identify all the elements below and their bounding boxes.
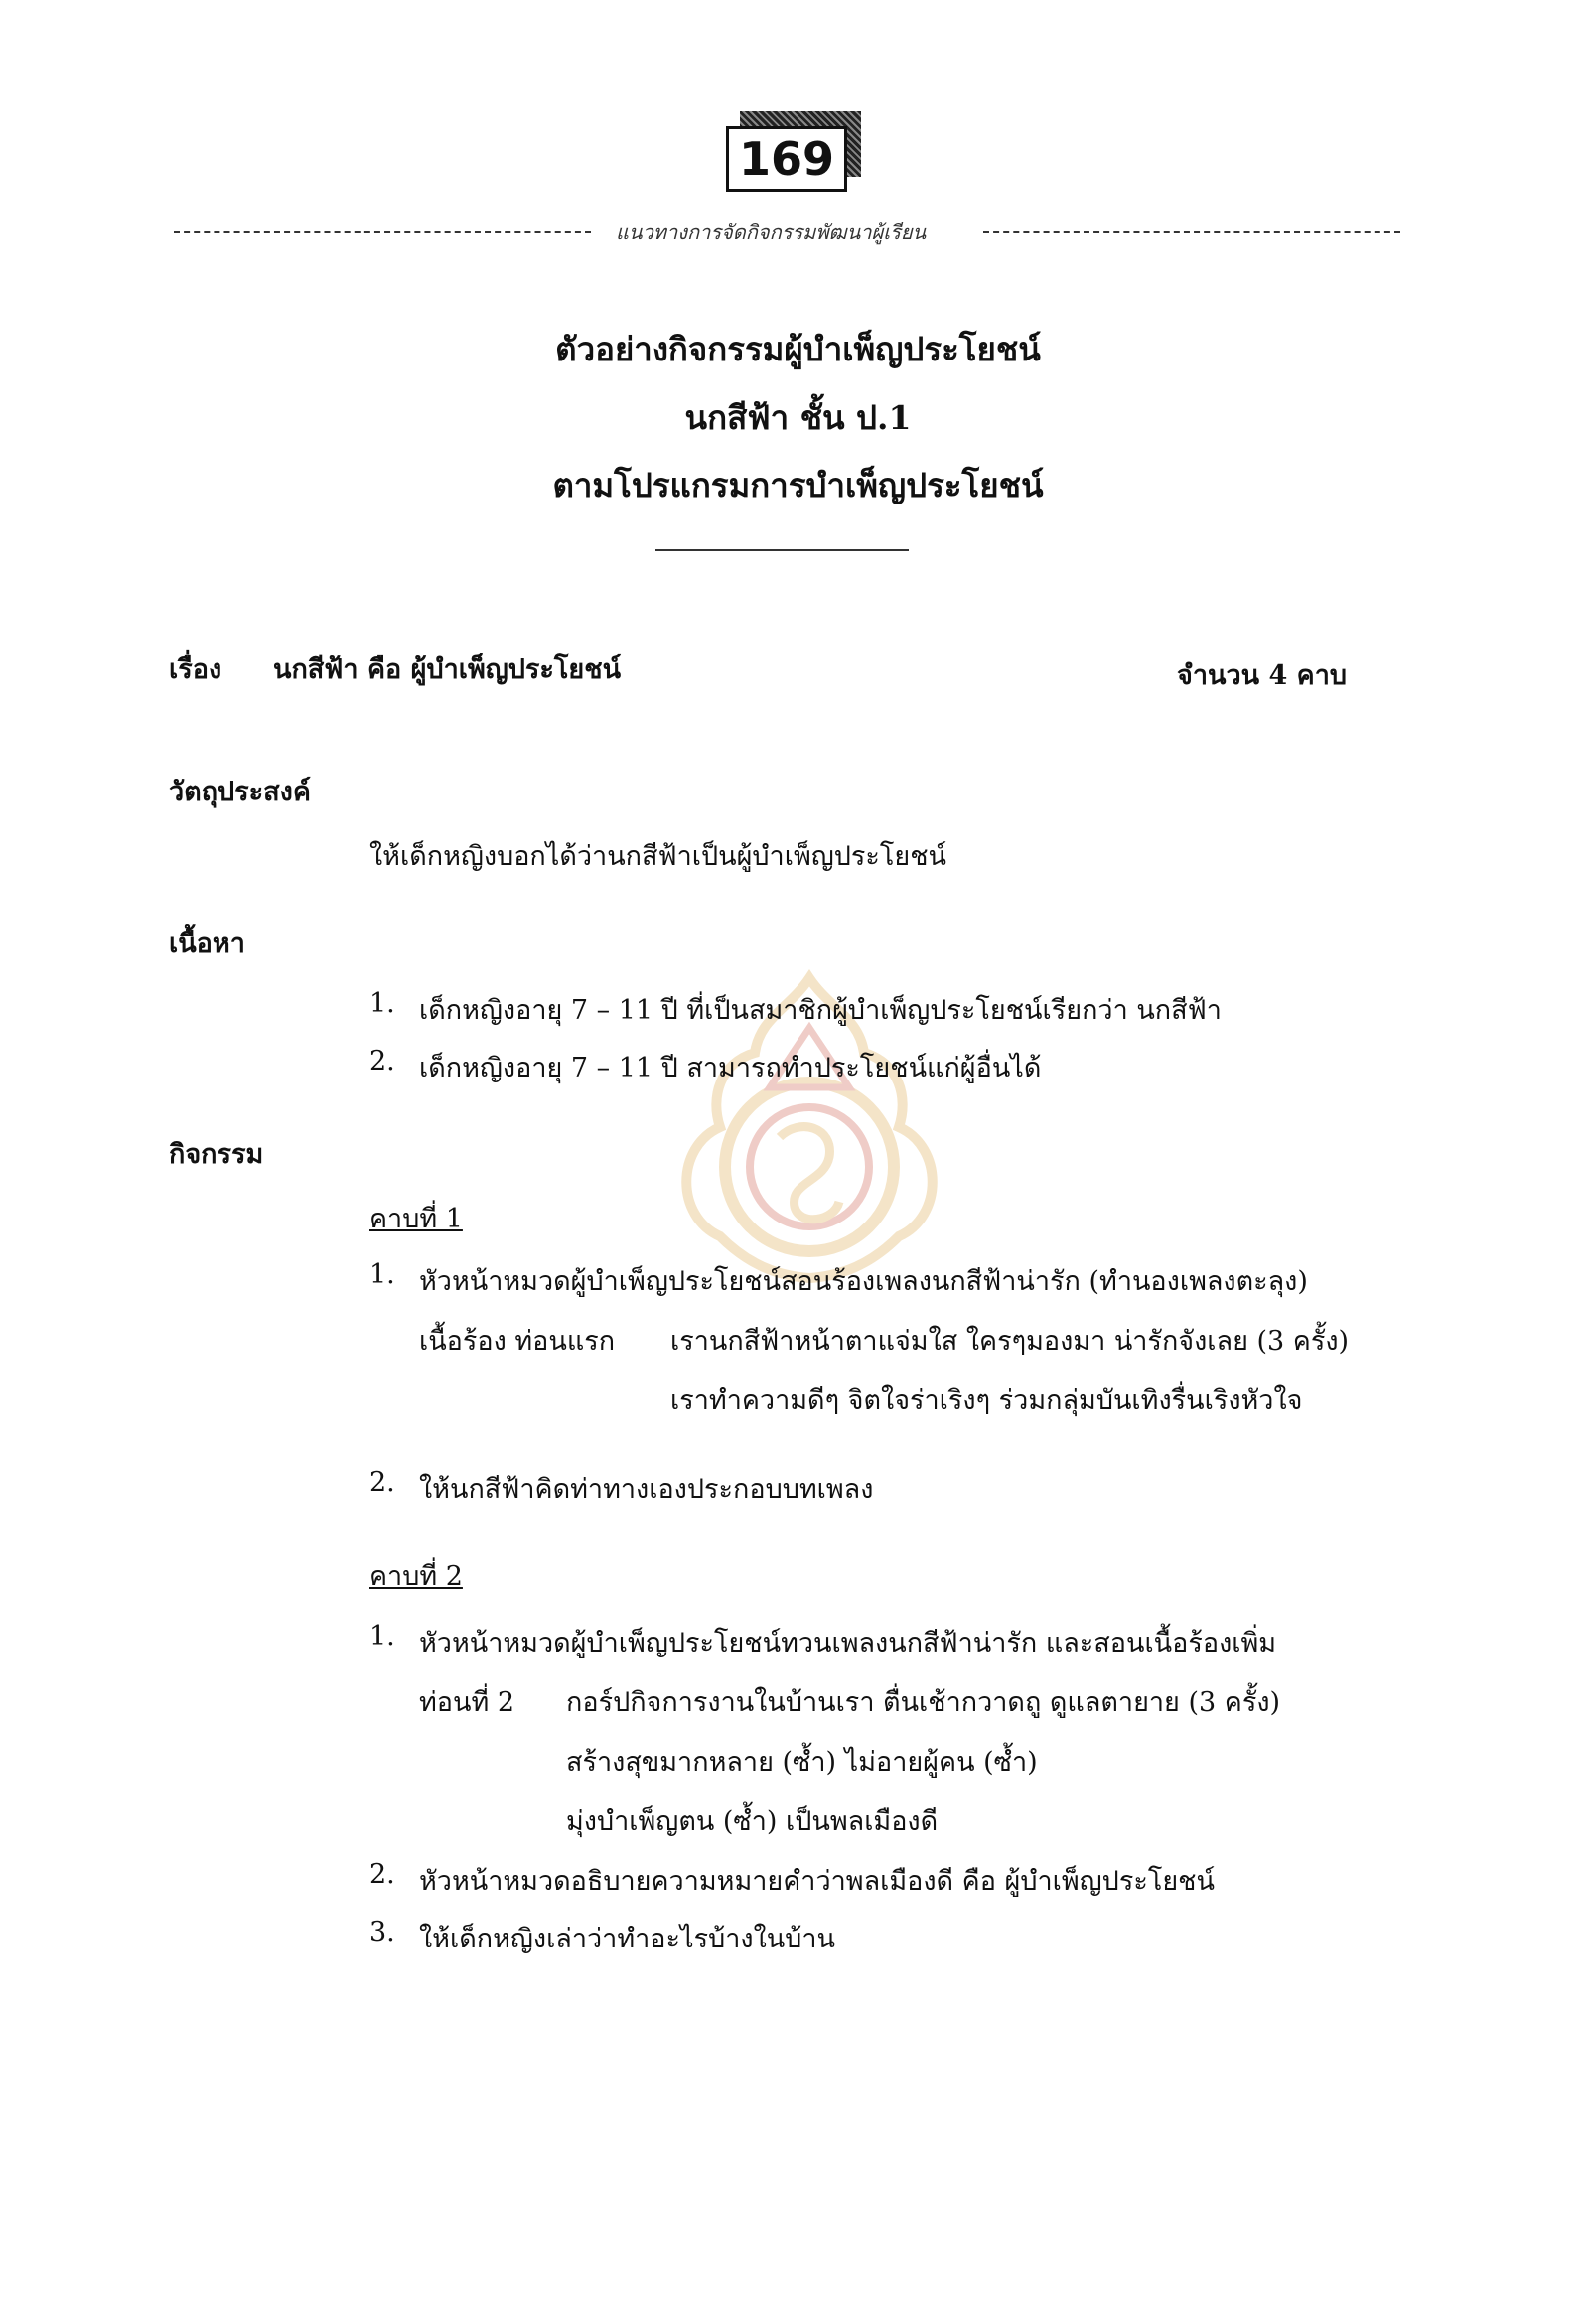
- period-1-item-text: ให้นกสีฟ้าคิดท่าทางเองประกอบบทเพลง: [419, 1474, 874, 1505]
- period-1-item-number: 2.: [369, 1467, 395, 1498]
- lyric-line-2: เราทำความดีๆ จิตใจร่าเริงๆ ร่วมกลุ่มบันเทิงรื่นเริงหัวใจ: [670, 1385, 1303, 1416]
- period-2-item-number: 2.: [369, 1859, 395, 1890]
- subject-value: นกสีฟ้า คือ ผู้บำเพ็ญประโยชน์: [273, 654, 622, 685]
- header-rule-left: [174, 231, 591, 233]
- period-2-title: คาบที่ 2: [369, 1561, 463, 1592]
- lyric-label: เนื้อร้อง ท่อนแรก: [419, 1326, 616, 1357]
- content-heading: เนื้อหา: [169, 929, 245, 959]
- title-line-3: ตามโปรแกรมการบำเพ็ญประโยชน์: [552, 466, 1044, 504]
- content-item-text: เด็กหญิงอายุ 7 – 11 ปี ที่เป็นสมาชิกผู้บำเพ็ญประโยชน์เรียกว่า นกสีฟ้า: [419, 995, 1222, 1026]
- content-item-number: 1.: [369, 988, 395, 1019]
- activities-heading: กิจกรรม: [169, 1139, 264, 1170]
- title-underline: [655, 549, 909, 551]
- period-2-item-text: หัวหน้าหมวดผู้บำเพ็ญประโยชน์ทวนเพลงนกสีฟ้าน่ารัก และสอนเนื้อร้องเพิ่ม: [419, 1628, 1277, 1658]
- period-2-item-number: 3.: [369, 1917, 395, 1947]
- period-1-item-text: หัวหน้าหมวดผู้บำเพ็ญประโยชน์สอนร้องเพลงนกสีฟ้าน่ารัก (ทำนองเพลงตะลุง): [419, 1266, 1308, 1297]
- title-line-1: ตัวอย่างกิจกรรมผู้บำเพ็ญประโยชน์: [555, 330, 1041, 368]
- running-header: แนวทางการจัดกิจกรรมพัฒนาผู้เรียน: [616, 220, 927, 244]
- content-item-text: เด็กหญิงอายุ 7 – 11 ปี สามารถทำประโยชน์แก่ผู้อื่นได้: [419, 1053, 1042, 1083]
- verse-line-1: กอร์ปกิจการงานในบ้านเรา ตื่นเช้ากวาดถู ดูแลตายาย (3 ครั้ง): [566, 1687, 1281, 1718]
- verse-label: ท่อนที่ 2: [419, 1687, 515, 1718]
- period-2-item-text: หัวหน้าหมวดอธิบายความหมายคำว่าพลเมืองดี คือ ผู้บำเพ็ญประโยชน์: [419, 1866, 1215, 1897]
- period-2-item-number: 1.: [369, 1621, 395, 1652]
- objective-heading: วัตถุประสงค์: [169, 777, 311, 807]
- periods-count: จำนวน 4 คาบ: [1177, 660, 1348, 691]
- objective-text: ให้เด็กหญิงบอกได้ว่านกสีฟ้าเป็นผู้บำเพ็ญประโยชน์: [369, 841, 947, 872]
- period-2-item-text: ให้เด็กหญิงเล่าว่าทำอะไรบ้างในบ้าน: [419, 1924, 835, 1954]
- subject-label: เรื่อง: [169, 654, 222, 685]
- lyric-line-1: เรานกสีฟ้าหน้าตาแจ่มใส ใครๆมองมา น่ารักจังเลย (3 ครั้ง): [670, 1326, 1350, 1357]
- verse-line-2: สร้างสุขมากหลาย (ซ้ำ) ไม่อายผู้คน (ซ้ำ): [566, 1747, 1038, 1778]
- period-1-title: คาบที่ 1: [369, 1204, 463, 1234]
- title-line-2: นกสีฟ้า ชั้น ป.1: [684, 398, 912, 437]
- verse-line-3: มุ่งบำเพ็ญตน (ซ้ำ) เป็นพลเมืองดี: [566, 1806, 939, 1837]
- content-item-number: 2.: [369, 1046, 395, 1077]
- period-1-item-number: 1.: [369, 1259, 395, 1290]
- page-number: 169: [726, 126, 847, 192]
- header-rule-right: [983, 231, 1400, 233]
